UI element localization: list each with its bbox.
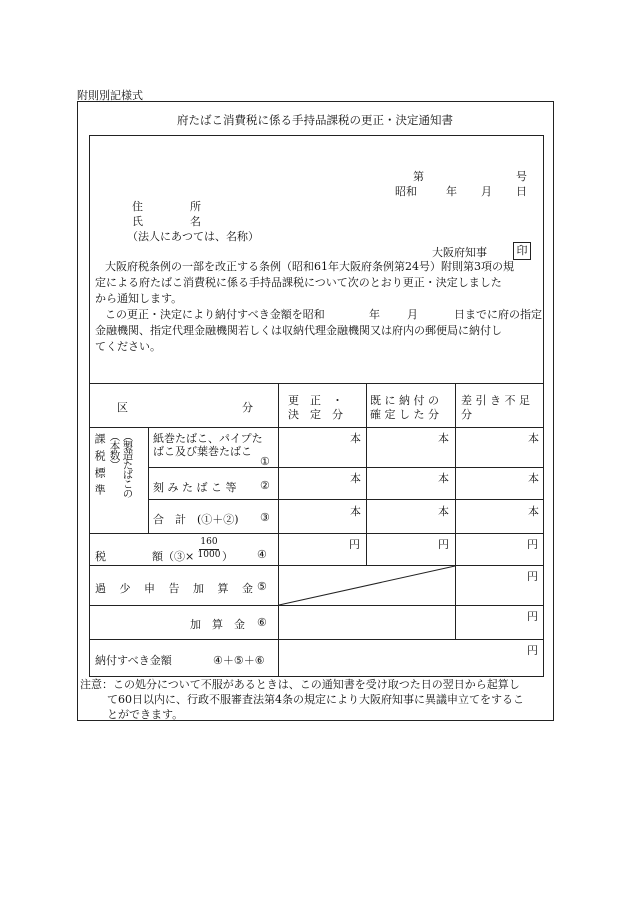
date-year: 年	[446, 185, 457, 198]
row5-unit: 円	[527, 570, 538, 583]
row4-frac-den: 1000	[197, 550, 221, 560]
table-top-line	[89, 383, 544, 384]
addr-sho: 所	[190, 200, 201, 213]
row4-frac-num: 160	[200, 537, 218, 547]
note-line1: 注意：この処分について不服があるときは、この通知書を受け取つた日の翌日から起算し	[80, 678, 520, 691]
body-para1-line2: 定による府たばこ消費税に係る手持品課税について次のとおり更正・決定しました	[95, 276, 502, 289]
row3-num: ③	[260, 511, 270, 524]
name-mei: 名	[190, 215, 201, 228]
row4-label-close: ）	[222, 550, 233, 563]
vertical-label-honsu: （本数）	[108, 431, 121, 469]
col-label-divider	[148, 427, 149, 533]
row6-bottom	[89, 639, 544, 640]
note-line3: とができます。	[107, 708, 184, 721]
note-line2: て60日以内に、行政不服審査法第4条の規定により大阪府知事に異議申立てをするこ	[107, 693, 524, 706]
row4-unit-a: 円	[349, 538, 360, 551]
corp-note: （法人にあつては、名称）	[127, 230, 259, 243]
header-col1-l1: 更 正 ・	[288, 394, 343, 407]
row1-unit-c: 本	[528, 432, 539, 445]
date-month: 月	[481, 185, 492, 198]
form-label: 附則別記様式	[77, 89, 143, 102]
row3-unit-b: 本	[438, 505, 449, 518]
col-a-left	[278, 383, 279, 677]
row2-num: ②	[260, 479, 270, 492]
row4-unit-b: 円	[438, 538, 449, 551]
vertical-label-kazei: 課税標準	[93, 433, 107, 501]
date-day: 日	[516, 185, 527, 198]
row1-bottom	[148, 467, 544, 468]
row7-label: 納付すべき金額	[95, 654, 172, 667]
row2-bottom	[148, 499, 544, 500]
vertical-label-seizo: （製造たばこの	[121, 431, 134, 498]
row2-unit-c: 本	[528, 472, 539, 485]
row4-num: ④	[257, 548, 267, 561]
body-para2-line1a: この更正・決定により納付すべき金額を昭和	[105, 308, 325, 321]
row3-label: 合 計 (①＋②)	[153, 513, 239, 526]
header-col1-l2: 決 定 分	[288, 408, 343, 421]
body-para2-line3: てください。	[95, 340, 161, 353]
body-para1-line3: から通知します。	[95, 292, 183, 305]
row2-unit-a: 本	[350, 472, 361, 485]
body-para2-line2: 金融機関、指定代理金融機関若しくは収納代理金融機関又は府内の郵便局に納付し	[95, 324, 502, 337]
body-para2-line1d: 日までに府の指定	[454, 308, 542, 321]
row7-formula: ④＋⑤＋⑥	[213, 654, 265, 667]
row1-unit-b: 本	[438, 432, 449, 445]
header-bun: 分	[242, 401, 253, 414]
row3-bottom	[89, 533, 544, 534]
col-b-left	[366, 383, 367, 565]
row5-num: ⑤	[257, 580, 267, 593]
row3-unit-c: 本	[528, 505, 539, 518]
no-go: 号	[516, 170, 527, 183]
seal-box: 印	[513, 242, 531, 260]
row1-label-l2: ばこ及び葉巻たばこ	[153, 445, 252, 458]
body-para2-line1c: 月	[407, 308, 418, 321]
body-para1-line1: 大阪府税条例の一部を改正する条例（昭和61年大阪府条例第24号）附則第3項の規	[105, 260, 514, 273]
row6-num: ⑥	[257, 616, 267, 629]
row1-num: ①	[260, 455, 270, 468]
row4-unit-c: 円	[527, 538, 538, 551]
row5-diagonal	[278, 565, 456, 606]
header-col3-l2: 分	[461, 408, 472, 421]
date-showa: 昭和	[395, 185, 417, 198]
row2-label: 刻 み た ば こ 等	[153, 481, 237, 494]
row6-label: 加 算 金	[190, 618, 245, 631]
row5-label: 過 少 申 告 加 算 金	[95, 582, 258, 595]
header-ku: 区	[117, 401, 128, 414]
row1-unit-a: 本	[350, 432, 361, 445]
table-header-bottom	[89, 427, 544, 428]
row2-unit-b: 本	[438, 472, 449, 485]
row4-label-zei: 税	[95, 550, 106, 563]
row4-label-gaku: 額（③×	[152, 550, 195, 563]
addr-ju: 住	[132, 200, 143, 213]
header-col2-l2: 確 定 し た 分	[370, 408, 439, 421]
row1-label-l1: 紙巻たばこ、パイプた	[153, 432, 263, 445]
row6-unit: 円	[527, 610, 538, 623]
name-shi: 氏	[132, 215, 143, 228]
row3-unit-a: 本	[350, 505, 361, 518]
body-para2-line1b: 年	[369, 308, 380, 321]
no-dai: 第	[413, 170, 424, 183]
header-col3-l1: 差 引 き 不 足	[461, 394, 530, 407]
row7-unit: 円	[527, 644, 538, 657]
governor: 大阪府知事	[432, 246, 487, 259]
header-col2-l1: 既 に 納 付 の	[370, 394, 439, 407]
document-title: 府たばこ消費税に係る手持品課税の更正・決定通知書	[177, 113, 453, 127]
